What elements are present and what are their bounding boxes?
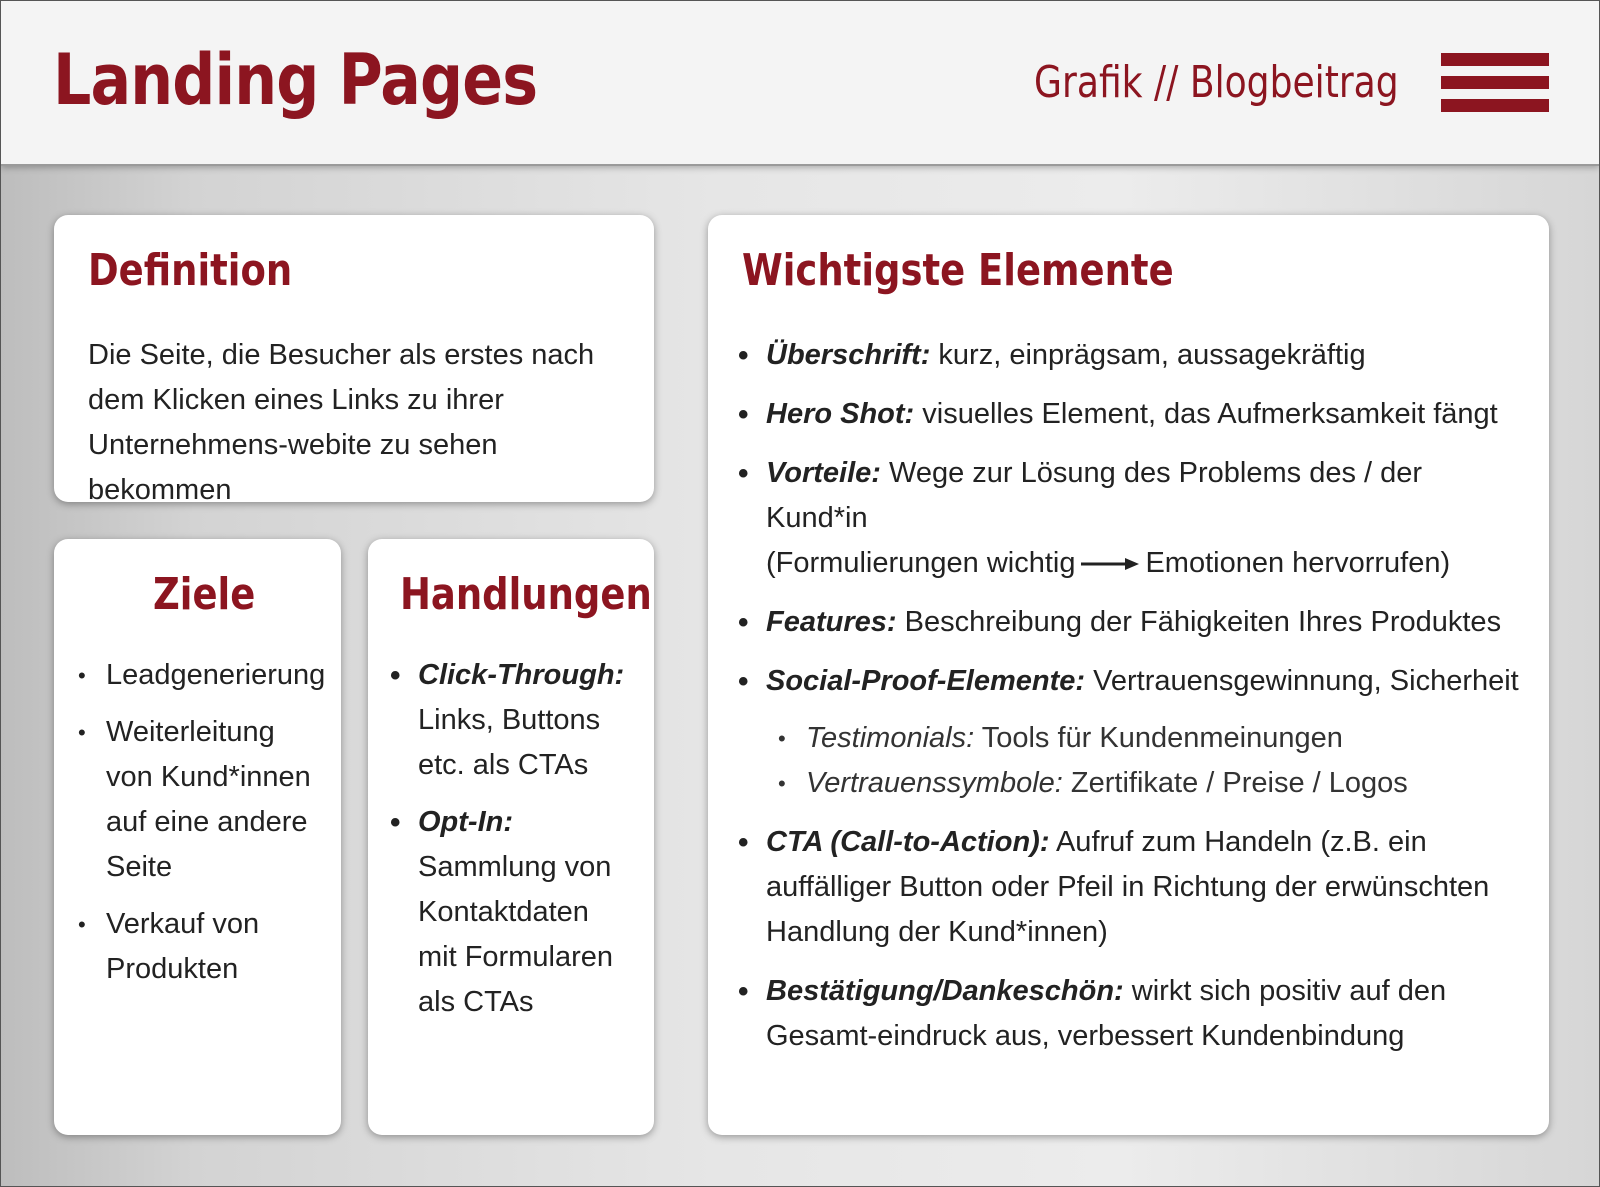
header-bar (1, 1, 1599, 166)
definition-text: Die Seite, die Besucher als erstes nach dem Klicken eines Links zu ihrer Unternehmens-webite zu sehen bekommen (88, 339, 595, 506)
sub-list-item: • Vertrauenssymbole: Zertifikate / Preise / Logos (778, 767, 1408, 799)
list-item: • Social-Proof-Elemente: Vertrauensgewinnung, Sicherheit • Testimonials: Tools für Kundenmeinungen • Vertrauenssymbole: Zertifikate / Preise / Logos (766, 659, 1521, 806)
elemente-heading: Wichtigste Elemente (742, 245, 1174, 296)
sub-list-item: • Testimonials: Tools für Kundenmeinungen (778, 722, 1343, 754)
list-item: • Hero Shot: visuelles Element, das Aufmerksamkeit fängt (738, 398, 1498, 431)
list-item: • Features: Beschreibung der Fähigkeiten Ihres Produktes (738, 606, 1502, 639)
list-item: • Click-Through: Links, Buttons etc. als CTAs (390, 659, 625, 781)
elemente-card (708, 215, 1549, 1135)
definition-card (54, 215, 654, 506)
elemente-list (738, 333, 1521, 1059)
arrow-right-icon (1081, 558, 1139, 570)
list-item: • Opt-In: Sammlung von Kontaktdaten mit Formularen als CTAs (390, 806, 613, 1018)
list-item: • Verkauf von Produkten (78, 908, 260, 985)
handlungen-heading: Handlungen (400, 569, 652, 620)
handlungen-list (390, 653, 628, 1025)
definition-heading: Definition (88, 245, 293, 296)
list-item: • Überschrift: kurz, einprägsam, aussagekräftig (738, 339, 1366, 372)
header-subtitle: Grafik // Blogbeitrag (1034, 57, 1399, 108)
handlungen-card (368, 539, 654, 1135)
ziele-heading: Ziele (153, 569, 256, 620)
list-item: • Leadgenerierung (78, 659, 326, 691)
list-item: • Vorteile: Wege zur Lösung des Problems des / der Kund*in (Formulierungen wichtig Emotionen hervorrufen) (738, 457, 1451, 579)
ziele-list (78, 653, 326, 992)
list-item: • Bestätigung/Dankeschön: wirkt sich positiv auf den Gesamt-eindruck aus, verbessert Kundenbindung (738, 975, 1447, 1052)
list-item: • CTA (Call-to-Action): Aufruf zum Handeln (z.B. ein auffälliger Button oder Pfeil in Richtung der erwünschten Handlung der Kund*innen) (738, 826, 1490, 948)
sub-list (766, 716, 1521, 806)
list-item: • Weiterleitung von Kund*innen auf eine andere Seite (78, 716, 311, 883)
hamburger-menu-icon[interactable] (1441, 53, 1549, 113)
page-title: Landing Pages (53, 39, 538, 121)
ziele-card (54, 539, 341, 1135)
